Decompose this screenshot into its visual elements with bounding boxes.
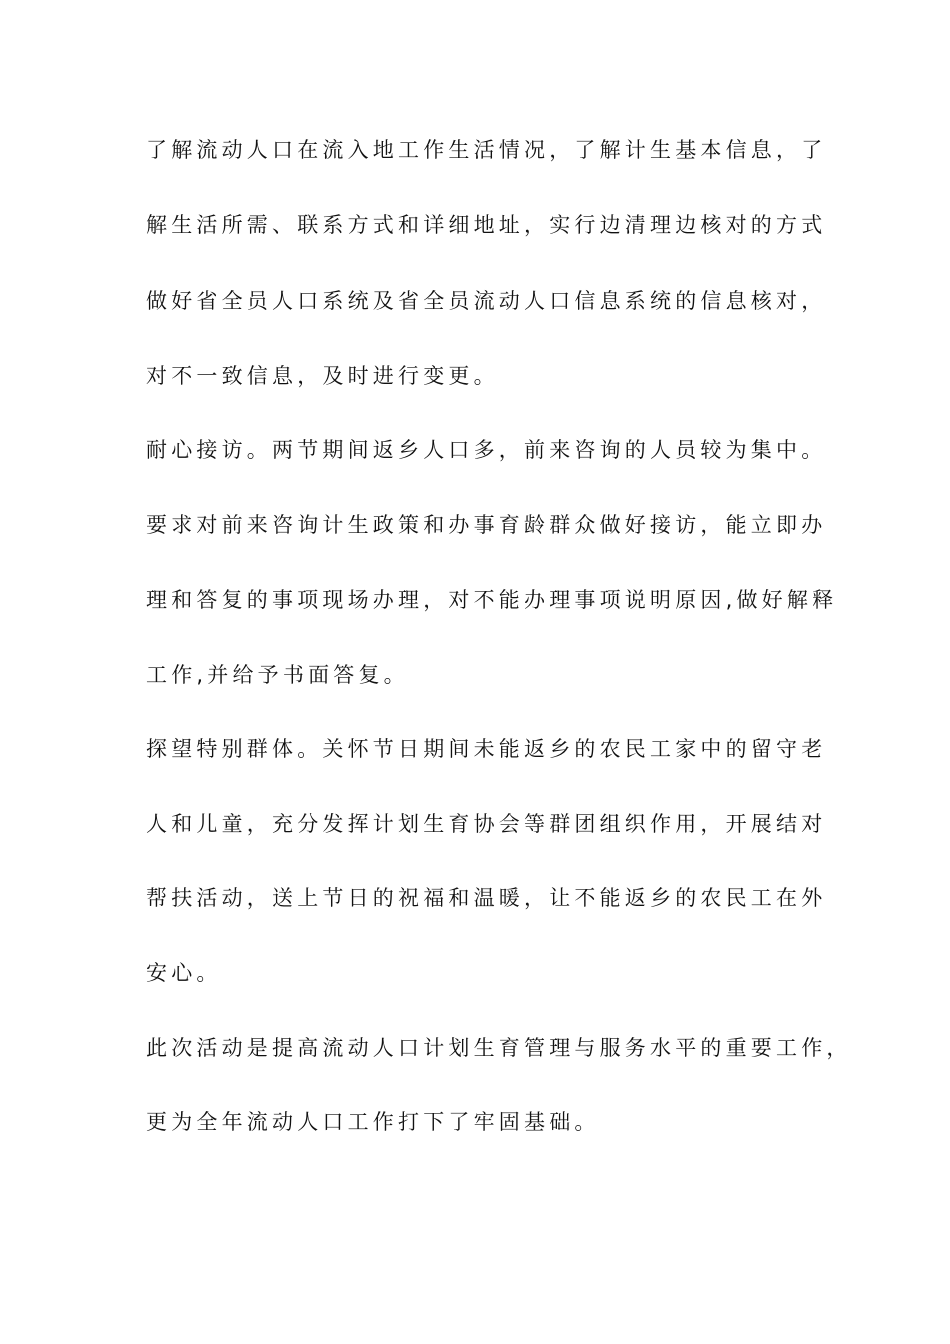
paragraph-line: 更为全年流动人口工作打下了牢固基础。 — [146, 1110, 600, 1134]
paragraph-line: 此次活动是提高流动人口计划生育管理与服务水平的重要工作， — [146, 1036, 852, 1060]
paragraph-line: 工作,并给予书面答复。 — [146, 663, 409, 687]
paragraph-line: 要求对前来咨询计生政策和办事育龄群众做好接访，能立即办 — [146, 513, 827, 537]
paragraph-line: 帮扶活动，送上节日的祝福和温暖，让不能返乡的农民工在外 — [146, 886, 827, 910]
paragraph-line: 安心。 — [146, 961, 222, 985]
paragraph-line: 做好省全员人口系统及省全员流动人口信息系统的信息核对， — [146, 289, 827, 313]
paragraph-line: 理和答复的事项现场办理，对不能办理事项说明原因,做好解释 — [146, 588, 838, 612]
paragraph-line: 了解流动人口在流入地工作生活情况，了解计生基本信息，了 — [146, 138, 827, 162]
paragraph-line: 人和儿童，充分发挥计划生育协会等群团组织作用，开展结对 — [146, 812, 827, 836]
paragraph-line: 探望特别群体。关怀节日期间未能返乡的农民工家中的留守老 — [146, 737, 827, 761]
paragraph-line: 耐心接访。两节期间返乡人口多，前来咨询的人员较为集中。 — [146, 438, 827, 462]
paragraph-line: 对不一致信息，及时进行变更。 — [146, 364, 499, 388]
paragraph-line: 解生活所需、联系方式和详细地址，实行边清理边核对的方式 — [146, 213, 827, 237]
